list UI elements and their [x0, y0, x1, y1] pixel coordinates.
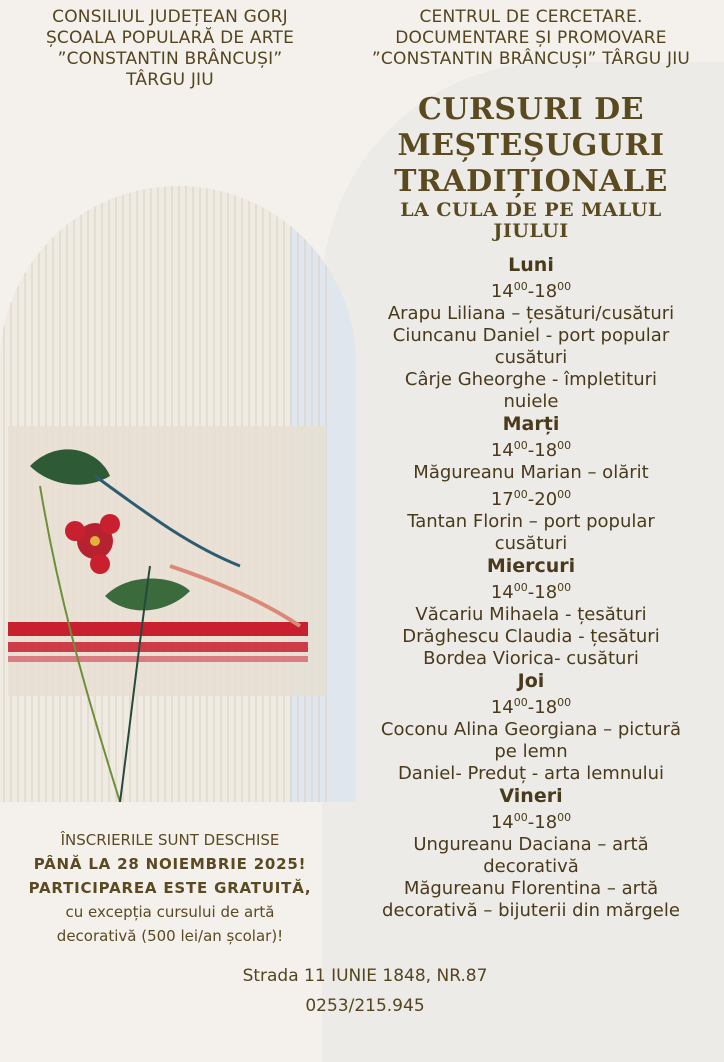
- day-heading: Joi: [517, 670, 545, 692]
- loom-weaving-illustration: [0, 186, 356, 802]
- course-schedule: [338, 254, 724, 922]
- instructor-entry: cusături: [494, 347, 568, 368]
- time-slot: $14^{00}-18^{00}$: [490, 439, 572, 461]
- time-slot: $14^{00}-18^{00}$: [490, 696, 572, 718]
- day-heading: Miercuri: [486, 555, 576, 577]
- notice-deadline: PÂNĂ LA 28 NOIEMBRIE 2025!: [33, 855, 307, 873]
- time-slot: $14^{00}-18^{00}$: [490, 581, 572, 603]
- notice-free: PARTICIPAREA ESTE GRATUITĂ,: [28, 879, 312, 897]
- instructor-entry: Ungureanu Daciana – artă: [413, 834, 649, 855]
- poster-title: [338, 92, 724, 242]
- instructor-entry: cusături: [494, 533, 568, 554]
- instructor-entry: decorativă: [483, 856, 579, 877]
- subtitle-line: JIULUI: [493, 220, 569, 242]
- loom-weaving-photo: [0, 186, 356, 802]
- instructor-entry: Drăghescu Claudia - țesături: [402, 626, 660, 647]
- street-address: Strada 11 IUNIE 1848, NR.87: [242, 966, 488, 986]
- time-slot: $14^{00}-18^{00}$: [490, 280, 572, 302]
- instructor-entry: Bordea Viorica- cusături: [423, 648, 639, 669]
- organizer-right-line: ”CONSTANTIN BRÂNCUȘI” TÂRGU JIU: [371, 49, 691, 69]
- notice-line: ÎNSCRIERILE SUNT DESCHISE: [60, 831, 280, 849]
- contact-info: [200, 961, 530, 1021]
- instructor-entry: Măgureanu Florentina – artă: [403, 878, 659, 899]
- instructor-entry: Văcariu Mihaela - țesături: [415, 604, 647, 625]
- instructor-entry: Tantan Florin – port popular: [407, 511, 655, 532]
- time-slot: $14^{00}-18^{00}$: [490, 811, 572, 833]
- day-heading: Vineri: [499, 785, 563, 807]
- organizer-right-line: DOCUMENTARE ȘI PROMOVARE: [395, 28, 667, 48]
- instructor-entry: Daniel- Preduț - arta lemnului: [397, 763, 665, 784]
- organizer-left: [10, 7, 330, 91]
- title-line: TRADIȚIONALE: [394, 164, 668, 199]
- instructor-entry: Arapu Liliana – țesături/cusături: [387, 303, 675, 324]
- organizer-left-line: ȘCOALA POPULARĂ DE ARTE: [45, 28, 295, 48]
- organizer-right-line: CENTRUL DE CERCETARE.: [419, 7, 643, 27]
- organizer-left-line: ”CONSTANTIN BRÂNCUȘI”: [57, 49, 283, 69]
- notice-line: cu excepția cursului de artă: [65, 903, 275, 921]
- instructor-entry: Ciuncanu Daniel - port popular: [392, 325, 670, 346]
- organizer-left-line: CONSILIUL JUDEȚEAN GORJ: [52, 7, 288, 27]
- title-line: MEȘTEȘUGURI: [397, 128, 665, 163]
- instructor-entry: pe lemn: [494, 741, 568, 762]
- day-heading: Luni: [508, 254, 554, 276]
- title-line: CURSURI DE: [417, 92, 645, 127]
- notice-line: decorativă (500 lei/an școlar)!: [56, 927, 284, 945]
- organizer-left-line: TÂRGU JIU: [126, 70, 214, 90]
- instructor-entry: Măgureanu Marian – olărit: [413, 462, 649, 483]
- time-slot: $17^{00}-20^{00}$: [490, 488, 572, 510]
- instructor-entry: nuiele: [503, 391, 559, 412]
- instructor-entry: decorativă – bijuterii din mărgele: [382, 900, 680, 921]
- instructor-entry: Cârje Gheorghe - împletituri: [404, 369, 658, 390]
- subtitle-line: LA CULA DE PE MALUL: [400, 199, 662, 221]
- instructor-entry: Coconu Alina Georgiana – pictură: [380, 719, 682, 740]
- phone-number: 0253/215.945: [305, 996, 425, 1016]
- organizer-right: [338, 7, 724, 70]
- registration-notice: [10, 828, 330, 948]
- day-heading: Marți: [502, 413, 560, 435]
